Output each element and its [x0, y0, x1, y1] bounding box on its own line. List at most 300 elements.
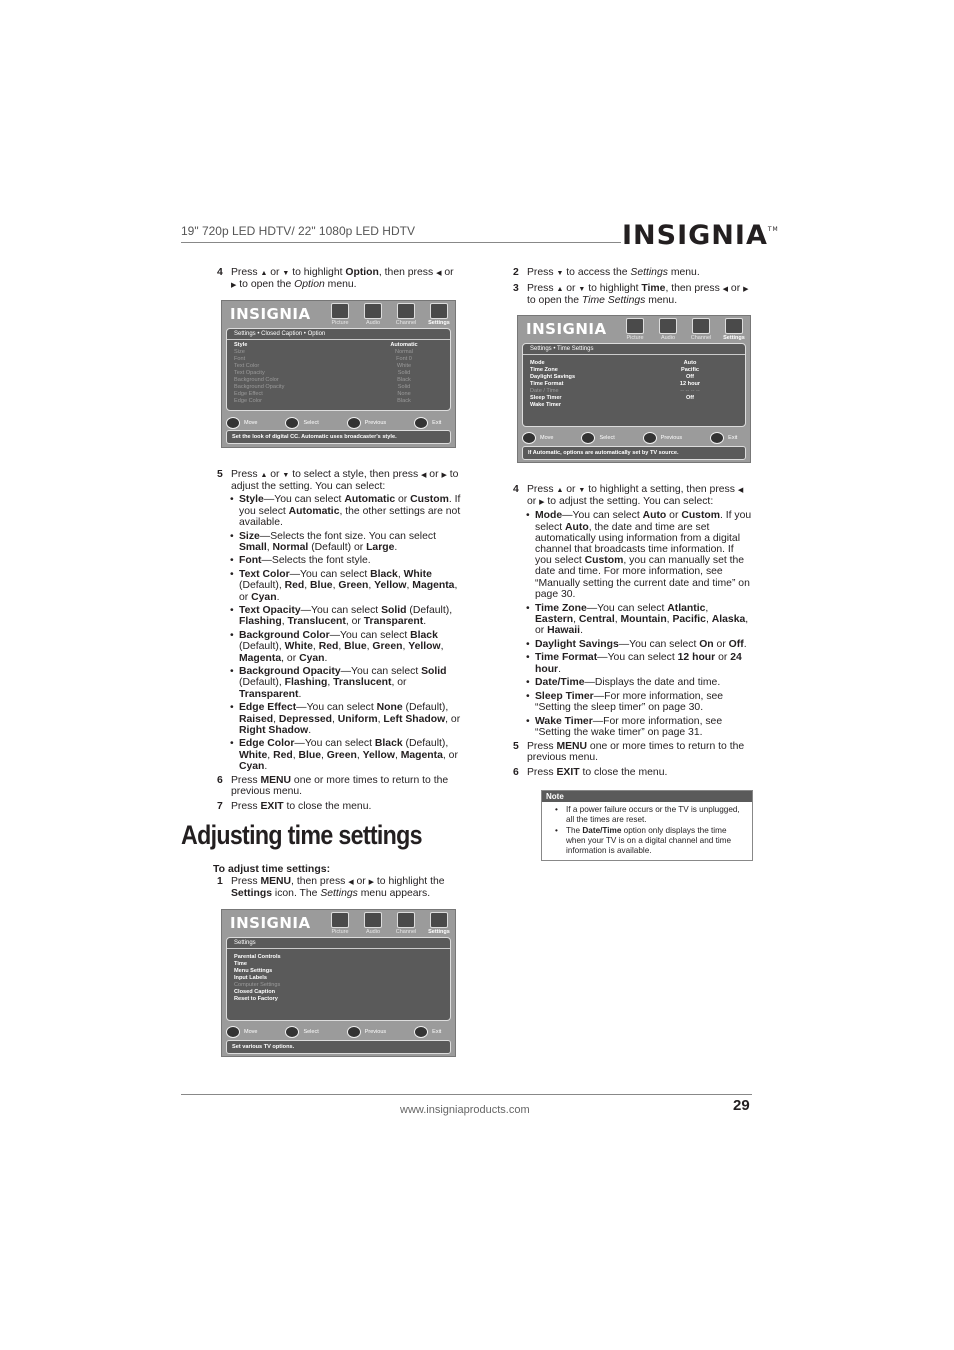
- t: to close the menu.: [283, 800, 372, 812]
- menu-row: [234, 391, 443, 398]
- menu-screenshot-time-settings: [517, 315, 751, 463]
- text: ,: [321, 749, 327, 761]
- tab-label: Settings: [723, 335, 745, 341]
- menu-hint: If Automatic, options are automatically set by TV source.: [522, 446, 746, 460]
- tab-picture: [623, 318, 647, 341]
- text: ,: [356, 749, 363, 761]
- move-hint: [226, 417, 257, 429]
- move-hint: [226, 1026, 257, 1038]
- t: Press: [527, 283, 557, 295]
- menu-row: [234, 377, 443, 384]
- text: —You can select: [300, 605, 382, 617]
- step-number: 2: [513, 267, 519, 278]
- bold-term: Transparent: [239, 688, 299, 700]
- t: Move: [244, 420, 258, 426]
- insignia-logo: [622, 220, 779, 251]
- menu-screenshot-settings: [221, 909, 456, 1057]
- tab-label: Settings: [428, 929, 450, 935]
- t: to open the: [527, 295, 582, 307]
- text: .: [264, 760, 268, 772]
- list-item: [535, 639, 752, 650]
- row-key: Style: [234, 342, 248, 348]
- bold-term: Blue: [310, 580, 333, 592]
- tab-settings: [427, 303, 451, 326]
- row-key: Date / Time: [530, 388, 559, 394]
- t: or: [527, 496, 540, 508]
- text: ,: [614, 613, 621, 625]
- step-number: 7: [217, 800, 223, 812]
- tab-label: Channel: [395, 320, 417, 326]
- t: EXIT: [556, 767, 580, 779]
- step-number: 1: [217, 876, 223, 887]
- bold-term: Yellow: [362, 749, 395, 761]
- t: to select a style, then press: [289, 469, 422, 480]
- text: , or: [535, 613, 749, 636]
- list-item: [239, 569, 461, 603]
- text: ,: [332, 580, 339, 592]
- menu-logo: INSIGNIA: [526, 320, 607, 338]
- text: (Default),: [402, 702, 449, 714]
- text: . If you select: [239, 494, 461, 517]
- note-box: [541, 790, 753, 861]
- row-key: Mode: [530, 360, 545, 366]
- ok-icon: [581, 432, 595, 444]
- down-arrow-icon: ▼: [578, 286, 586, 294]
- text: (Default),: [239, 580, 285, 592]
- bold-term: Edge Color: [239, 738, 295, 750]
- select-hint: [581, 432, 614, 444]
- text: , or: [445, 713, 461, 725]
- tab-label: Picture: [331, 929, 349, 935]
- menu-row: Parental Controls: [234, 954, 281, 960]
- header-title: 19" 720p LED HDTV/ 22" 1080p LED HDTV: [181, 224, 415, 238]
- t: , then press: [378, 267, 434, 278]
- text: —For more information, see “Setting the sleep timer” on page 30.: [535, 690, 724, 714]
- exit-hint: [710, 432, 737, 444]
- move-hint: [522, 432, 553, 444]
- left-arrow-icon: ◀: [421, 472, 427, 479]
- t: The: [566, 826, 583, 835]
- t: Press: [231, 876, 261, 887]
- row-value: Black: [397, 377, 411, 383]
- menu-row: [234, 398, 443, 405]
- t: option only displays the time when your TV is on a digital channel and time information is available.: [566, 826, 732, 855]
- text: —You can select: [263, 494, 345, 506]
- text: ,: [338, 641, 345, 653]
- tab-picture: [328, 912, 352, 935]
- bold-term: Time Zone: [535, 602, 587, 614]
- text: , or: [391, 677, 407, 689]
- row-value: White: [396, 363, 412, 369]
- bold-term: Normal: [272, 541, 309, 553]
- row-key: Wake Timer: [530, 402, 562, 408]
- down-arrow-icon: ▼: [282, 270, 290, 277]
- bold-term: Yellow: [374, 580, 407, 592]
- text: , you can manually set the date and time. For more information, see “Manually setting the current date and time” on page 30.: [535, 555, 750, 600]
- t: Select: [599, 435, 615, 441]
- list-item: • If a power failure occurs or the TV is unplugged, all the times are reset.: [566, 805, 748, 825]
- bold-term: Date/Time: [535, 677, 585, 689]
- bold-term: Translucent: [333, 677, 392, 689]
- antenna-icon: [397, 303, 415, 319]
- text: —You can select: [586, 602, 668, 614]
- tab-picture: [328, 303, 352, 326]
- list-item: [239, 702, 461, 736]
- list-item: [239, 494, 461, 528]
- text: .: [394, 541, 398, 553]
- bold-term: Magenta: [239, 652, 282, 664]
- bold-term: On: [699, 638, 714, 650]
- menu-row: Time: [234, 961, 247, 967]
- bold-term: Automatic: [288, 505, 340, 517]
- trademark: TM: [767, 226, 779, 233]
- bold-term: Uniform: [337, 713, 378, 725]
- menu-row: [234, 356, 443, 363]
- text: ,: [440, 641, 444, 653]
- menu-row: [530, 360, 738, 367]
- step-number: 4: [217, 267, 223, 278]
- text: ,: [368, 580, 375, 592]
- logo-text: INSIGNIA: [622, 220, 768, 251]
- text: .: [324, 652, 328, 664]
- row-value: Solid: [397, 384, 411, 390]
- row-key: Sleep Timer: [530, 395, 562, 401]
- right-steps-2-3: [507, 267, 752, 309]
- t: Previous: [364, 1029, 387, 1035]
- t: Select: [303, 1029, 319, 1035]
- tab-settings: [427, 912, 451, 935]
- speaker-icon: [364, 912, 382, 928]
- left-step-5: [211, 469, 461, 814]
- bold-term: Left Shadow: [383, 713, 446, 725]
- bold-term: Time Format: [535, 652, 598, 664]
- bold-term: Translucent: [287, 616, 346, 628]
- t: menu appears.: [357, 888, 431, 900]
- text: or: [395, 494, 411, 506]
- t: one or more times to return to the previous menu.: [231, 774, 449, 797]
- list-item: [535, 691, 752, 713]
- select-hint: [285, 1026, 318, 1038]
- bold-term: Green: [338, 580, 369, 592]
- t: MENU: [556, 740, 588, 752]
- menu-row: [234, 384, 443, 391]
- row-key: Font: [234, 356, 246, 362]
- t: Press: [231, 774, 261, 786]
- menu-panel-title: Settings: [227, 938, 450, 949]
- bold-term: White: [403, 569, 432, 581]
- row-value: Solid: [397, 370, 411, 376]
- bold-term: White: [284, 641, 313, 653]
- t: Option: [345, 267, 379, 278]
- bold-term: Central: [578, 613, 615, 625]
- ok-icon: [285, 1026, 299, 1038]
- t: or: [728, 283, 744, 295]
- gear-icon: [725, 318, 743, 334]
- tab-audio: [656, 318, 680, 341]
- picture-icon: [331, 912, 349, 928]
- bold-term: Red: [273, 749, 293, 761]
- t: to highlight the: [374, 876, 445, 887]
- bold-term: Sleep Timer: [535, 690, 594, 702]
- row-value: Font 0: [396, 356, 412, 362]
- t: to highlight a setting, then press: [585, 484, 735, 495]
- menu-row: [234, 363, 443, 370]
- section-title: Adjusting time settings: [181, 820, 422, 850]
- right-arrow-icon: ▶: [539, 499, 545, 507]
- tab-label: Audio: [660, 335, 676, 341]
- speaker-icon: [364, 303, 382, 319]
- t: or: [267, 469, 283, 480]
- step-number: 5: [513, 740, 519, 752]
- t: to highlight: [289, 267, 346, 278]
- text: ,: [267, 749, 274, 761]
- bold-term: Text Color: [239, 569, 290, 581]
- row-value: Automatic: [390, 342, 418, 348]
- bold-term: Green: [372, 641, 403, 653]
- text: , or: [239, 580, 458, 603]
- t: or: [267, 267, 283, 278]
- t: menu.: [667, 267, 700, 278]
- tab-channel: [689, 318, 713, 341]
- text: ,: [705, 613, 712, 625]
- up-arrow-icon: ▲: [260, 270, 268, 277]
- bold-term: Solid: [381, 605, 407, 617]
- bold-term: Flashing: [284, 677, 328, 689]
- up-arrow-icon: ▲: [556, 286, 564, 294]
- row-value: [670, 402, 710, 409]
- right-arrow-icon: ▶: [368, 879, 375, 886]
- menu-row: [530, 381, 738, 388]
- up-arrow-icon: ▲: [260, 472, 268, 479]
- bold-term: Auto: [642, 510, 667, 522]
- bold-term: Red: [284, 580, 305, 592]
- text: ,: [377, 713, 384, 725]
- text: (Default) or: [308, 541, 367, 553]
- text: ,: [573, 613, 579, 625]
- t: Time: [641, 283, 666, 295]
- row-value: None: [397, 391, 411, 397]
- note-list: [542, 805, 752, 856]
- t: Press: [527, 767, 557, 779]
- bold-term: Small: [239, 541, 267, 553]
- text: —You can select: [340, 666, 422, 678]
- text: .: [423, 616, 427, 628]
- t: Press: [527, 484, 557, 495]
- bold-term: Magenta: [400, 749, 443, 761]
- speaker-icon: [659, 318, 677, 334]
- text: —You can select: [562, 510, 643, 522]
- text: .: [308, 724, 312, 736]
- text: , or: [442, 749, 458, 761]
- t: menu.: [324, 279, 357, 291]
- menu-button-icon: [643, 432, 657, 444]
- dpad-icon: [226, 1026, 240, 1038]
- menu-rows: [227, 340, 450, 407]
- t: MENU: [260, 774, 292, 786]
- menu-row: [530, 388, 738, 395]
- bold-term: Green: [326, 749, 357, 761]
- menu-rows: [227, 949, 450, 1005]
- text: ,: [705, 602, 709, 614]
- bold-term: Atlantic: [667, 602, 706, 614]
- bold-term: Custom: [681, 510, 720, 522]
- bold-term: Hawaii: [547, 624, 581, 636]
- tab-audio: [361, 303, 385, 326]
- text: —For more information, see “Setting the wake timer” on page 31.: [535, 715, 723, 739]
- row-key: Size: [234, 349, 245, 355]
- t: Exit: [432, 420, 442, 426]
- procedure-heading: To adjust time settings:: [213, 863, 331, 875]
- left-arrow-icon: ◀: [436, 270, 442, 277]
- text: ,: [402, 641, 409, 653]
- menu-panel-title: Settings • Time Settings: [523, 344, 745, 355]
- text: ,: [366, 641, 373, 653]
- list-item: [535, 716, 752, 738]
- dpad-icon: [226, 417, 240, 429]
- menu-hint: Set the look of digital CC. Automatic uses broadcaster's style.: [226, 430, 451, 444]
- menu-row: [530, 374, 738, 381]
- exit-hint: [414, 1026, 441, 1038]
- tab-channel: [394, 303, 418, 326]
- bold-term: Blue: [298, 749, 322, 761]
- bold-term: Flashing: [239, 616, 282, 628]
- t: Date/Time: [582, 826, 622, 835]
- bold-term: Depressed: [278, 713, 332, 725]
- bold-term: Yellow: [408, 641, 441, 653]
- t: to highlight: [585, 283, 642, 295]
- row-value: -- -- -- --: [680, 388, 700, 394]
- left-arrow-icon: ◀: [722, 286, 729, 294]
- dpad-icon: [522, 432, 536, 444]
- menu-row: Menu Settings: [234, 968, 273, 974]
- text: ,: [666, 613, 673, 625]
- bold-term: 24 hour: [535, 652, 742, 675]
- bold-term: Background Opacity: [239, 666, 341, 678]
- list-item: [535, 677, 752, 688]
- t: icon. The: [272, 888, 321, 900]
- text: —You can select: [618, 638, 700, 650]
- bold-term: Eastern: [535, 613, 574, 625]
- row-value: Off: [685, 374, 695, 380]
- t: Previous: [364, 420, 387, 426]
- menu-row: [234, 349, 443, 356]
- bold-term: Wake Timer: [535, 715, 593, 727]
- row-value: Off: [685, 395, 695, 401]
- bold-term: Custom: [410, 494, 449, 506]
- text: —You can select: [289, 569, 371, 581]
- bold-term: Style: [239, 494, 264, 506]
- gear-icon: [430, 303, 448, 319]
- text: ,: [312, 641, 319, 653]
- text: —You can select: [597, 652, 678, 664]
- bold-term: Red: [318, 641, 339, 653]
- bold-term: None: [376, 702, 403, 714]
- tab-label: Settings: [428, 320, 450, 326]
- left-arrow-icon: ◀: [737, 487, 744, 494]
- bold-term: Raised: [239, 713, 274, 725]
- t: or: [563, 484, 579, 495]
- text: —You can select: [296, 702, 377, 714]
- menu-screenshot-closed-caption-option: [221, 300, 456, 448]
- row-key: Background Opacity: [234, 384, 285, 390]
- text: .: [276, 591, 280, 603]
- t: Settings: [231, 888, 272, 900]
- text: or: [666, 510, 682, 522]
- t: Settings: [320, 888, 358, 900]
- text: ,: [332, 713, 338, 725]
- tab-audio: [361, 912, 385, 935]
- text: ,: [406, 580, 413, 592]
- previous-hint: [347, 1026, 386, 1038]
- text: , the date and time are set automatically using information from a digital channel that broadcasts time information. If you select: [535, 521, 741, 567]
- tab-label: Picture: [331, 320, 349, 326]
- t: or: [563, 283, 579, 295]
- list-item: [535, 510, 752, 600]
- t: Exit: [728, 435, 738, 441]
- t: to access the: [563, 267, 631, 278]
- page-number: 29: [733, 1097, 750, 1114]
- row-key: Text Opacity: [234, 370, 265, 376]
- bold-term: Cyan: [251, 591, 277, 603]
- bold-term: Solid: [421, 666, 447, 678]
- right-arrow-icon: ▶: [231, 282, 237, 290]
- text: .: [558, 663, 561, 675]
- text: —You can select: [329, 630, 411, 642]
- list-item: [535, 652, 752, 674]
- list-item: [239, 738, 461, 772]
- t: Move: [244, 1029, 258, 1035]
- text: (Default),: [239, 677, 285, 689]
- row-key: Time Format: [530, 381, 564, 387]
- row-key: Time Zone: [530, 367, 558, 373]
- menu-panel: [226, 328, 451, 411]
- t: Press: [527, 267, 557, 278]
- header-rule: [181, 242, 621, 243]
- menu-row: Input Labels: [234, 975, 267, 981]
- bold-term: Black: [370, 569, 398, 581]
- t: to adjust the setting. You can select:: [231, 469, 459, 493]
- footer-url: www.insigniaproducts.com: [400, 1104, 530, 1116]
- t: , then press: [665, 283, 720, 295]
- menu-footer: [226, 417, 451, 429]
- text: (Default),: [406, 605, 453, 617]
- menu-footer: [226, 1026, 451, 1038]
- bold-term: Mode: [535, 510, 563, 522]
- exit-button-icon: [710, 432, 724, 444]
- tab-label: Audio: [365, 929, 381, 935]
- row-value: Normal: [394, 349, 414, 355]
- text: , the other settings are not available.: [239, 505, 461, 528]
- text: ,: [304, 580, 311, 592]
- gear-icon: [430, 912, 448, 928]
- step-number: 6: [217, 774, 223, 786]
- bold-term: Black: [374, 738, 403, 750]
- row-key: Edge Color: [234, 398, 262, 404]
- text: or: [715, 652, 731, 664]
- tab-channel: [394, 912, 418, 935]
- bold-term: Auto: [565, 521, 589, 533]
- tab-label: Channel: [395, 929, 417, 935]
- text: , or: [345, 616, 364, 628]
- bold-term: Background Color: [239, 630, 330, 642]
- row-key: Edge Effect: [234, 391, 263, 397]
- menu-hint: Set various TV options.: [226, 1040, 451, 1054]
- row-value: Auto: [683, 360, 697, 366]
- bold-term: Font: [239, 555, 262, 567]
- menu-footer: [522, 432, 746, 444]
- t: or: [353, 876, 369, 887]
- menu-panel: [226, 937, 451, 1021]
